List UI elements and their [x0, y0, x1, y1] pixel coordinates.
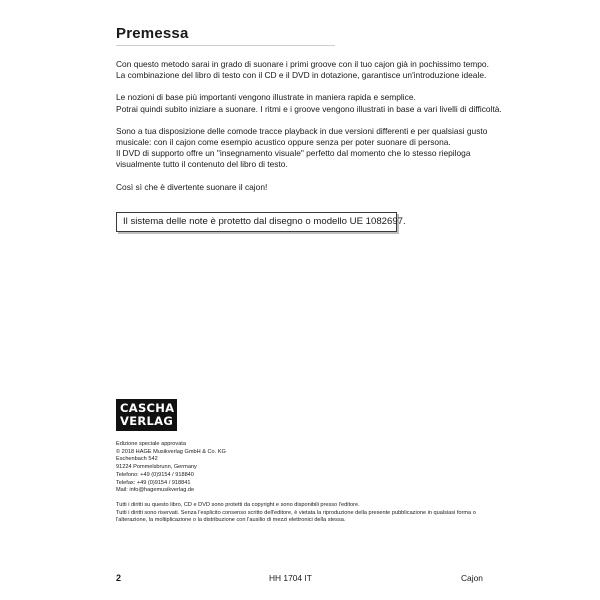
text-line: musicale: con il cajon come esempio acustico oppure senza per poter suonare di persona. [116, 137, 451, 148]
design-protection-notice: Il sistema delle note è protetto dal disegno o modello UE 1082697. [116, 212, 397, 232]
book-title: Cajon [461, 573, 483, 583]
paragraph-4 [116, 182, 488, 193]
imprint-line: Mail: info@hagemusikverlag.de [116, 487, 195, 494]
page-number: 2 [116, 573, 122, 583]
imprint-line: © 2018 HAGE Musikverlag GmbH & Co. KG [116, 448, 226, 455]
catalog-code: HH 1704 IT [269, 573, 312, 583]
preface-text [116, 59, 502, 193]
paragraph-2 [116, 92, 502, 114]
imprint-line: Telefax: +49 (0)9154 / 918841 [116, 479, 191, 486]
title-underline [116, 45, 335, 46]
text-line: visualmente tutto il contenuto del libro di testo. [116, 159, 288, 170]
text-line: Il DVD di supporto offre un "insegnamento visuale" perfetto dal momento che lo stesso riepiloga [116, 148, 471, 159]
text-line: Così sì che è divertente suonare il cajon! [116, 181, 268, 192]
text-line: La combinazione del libro di testo con il CD e il DVD in dotazione, garantisce un'introduzione ideale. [116, 70, 487, 81]
imprint-line: Telefono: +49 (0)9154 / 918840 [116, 471, 194, 478]
paragraph-3 [116, 126, 488, 171]
imprint-block [116, 441, 416, 495]
text-line: Potrai quindi subito iniziare a suonare. I ritmi e i groove vengono illustrati in base a vari livelli di difficoltà. [116, 103, 502, 114]
text-line: Le nozioni di base più importanti vengono illustrate in maniera rapida e semplice. [116, 92, 416, 103]
text-line: Con questo metodo sarai in grado di suonare i primi groove con il tuo cajon già in pochissimo tempo. [116, 59, 489, 69]
logo-line-1: CASCHA [120, 401, 175, 415]
text-line: Sono a tua disposizione delle comode tracce playback in due versioni differenti e per qualsiasi gusto [116, 125, 488, 136]
paragraph-1 [116, 59, 488, 81]
page-title: Premessa [116, 25, 189, 42]
rights-line: Tutti i diritti sono riservati. Senza l'esplicito consenso scritto dell'editore, è vietata la riproduzione della presente pubblicazione in qualsiasi forma o [116, 509, 476, 516]
imprint-line: Edizione speciale approvata [116, 441, 186, 447]
imprint-line: Eschenbach 542 [116, 456, 158, 463]
copyright-notice [116, 502, 476, 525]
rights-line: Tutti i diritti su questo libro, CD e DVD sono protetti da copyright e sono disponibili presso l'editore. [116, 502, 360, 508]
rights-line: l'alterazione, la moltiplicazione o la distribuzione con l'ausilio di mezzi elettronici della stessa. [116, 517, 346, 524]
logo-line-2: VERLAG [120, 414, 174, 428]
imprint-line: 91224 Pommelsbrunn, Germany [116, 464, 197, 471]
publisher-logo [116, 399, 177, 431]
